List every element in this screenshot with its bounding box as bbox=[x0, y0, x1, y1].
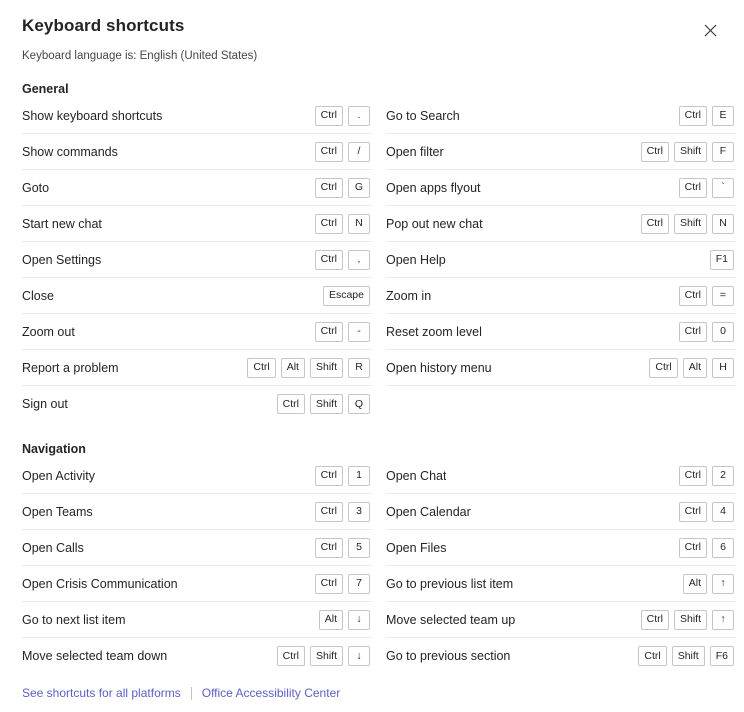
page-title: Keyboard shortcuts bbox=[22, 16, 185, 35]
shortcut-row bbox=[386, 98, 736, 134]
key-cap: N bbox=[348, 214, 370, 234]
shortcut-label: Open filter bbox=[386, 144, 444, 159]
key-cap: 4 bbox=[712, 502, 734, 522]
key-cap: Ctrl bbox=[679, 322, 707, 342]
key-cap: ↓ bbox=[348, 646, 370, 666]
key-cap: - bbox=[348, 322, 370, 342]
key-cap: 1 bbox=[348, 466, 370, 486]
shortcut-keys bbox=[315, 106, 370, 126]
key-cap: Ctrl bbox=[679, 538, 707, 558]
shortcut-row bbox=[386, 170, 736, 206]
key-cap: Escape bbox=[323, 286, 370, 306]
key-cap: Ctrl bbox=[315, 538, 343, 558]
shortcut-label: Open Teams bbox=[22, 504, 93, 519]
shortcut-label: Sign out bbox=[22, 397, 68, 411]
key-cap: 6 bbox=[712, 538, 734, 558]
close-icon[interactable] bbox=[698, 18, 722, 42]
key-cap: = bbox=[712, 286, 734, 306]
shortcut-label: Show commands bbox=[22, 144, 118, 159]
key-cap: Ctrl bbox=[679, 466, 707, 486]
shortcut-row bbox=[22, 206, 372, 242]
key-cap: , bbox=[348, 250, 370, 270]
shortcut-row bbox=[386, 278, 736, 314]
shortcut-row bbox=[22, 494, 372, 530]
key-cap: Ctrl bbox=[679, 178, 707, 198]
key-cap: Ctrl bbox=[649, 358, 677, 378]
key-cap: Ctrl bbox=[315, 250, 343, 270]
shortcut-label: Open Settings bbox=[22, 252, 102, 267]
shortcut-row bbox=[22, 530, 372, 566]
dialog-footer bbox=[22, 686, 340, 700]
shortcut-row bbox=[386, 350, 736, 386]
key-cap: Ctrl bbox=[641, 214, 669, 234]
shortcut-row bbox=[22, 278, 372, 314]
shortcut-keys bbox=[247, 358, 370, 378]
shortcut-keys bbox=[683, 574, 734, 594]
key-cap: ` bbox=[712, 178, 734, 198]
shortcut-label: Reset zoom level bbox=[386, 324, 482, 339]
general-right-column bbox=[386, 98, 736, 422]
key-cap: Alt bbox=[683, 574, 707, 594]
key-cap: Ctrl bbox=[315, 574, 343, 594]
shortcut-label: Go to next list item bbox=[22, 612, 126, 627]
shortcut-label: Close bbox=[22, 288, 54, 303]
key-cap: Shift bbox=[674, 142, 707, 162]
shortcut-label: Go to previous list item bbox=[386, 576, 514, 591]
key-cap: Ctrl bbox=[315, 502, 343, 522]
key-cap: Shift bbox=[674, 214, 707, 234]
shortcut-keys bbox=[315, 322, 370, 342]
section-navigation bbox=[22, 458, 728, 674]
shortcut-row bbox=[22, 350, 372, 386]
keyboard-language-label: Keyboard language is: English (United States) bbox=[22, 50, 258, 62]
shortcut-row bbox=[386, 530, 736, 566]
shortcut-row bbox=[22, 134, 372, 170]
shortcut-row bbox=[22, 98, 372, 134]
shortcut-keys bbox=[277, 646, 370, 666]
section-title-general: General bbox=[22, 82, 69, 96]
key-cap: Ctrl bbox=[315, 466, 343, 486]
shortcut-row bbox=[22, 458, 372, 494]
key-cap: Shift bbox=[672, 646, 705, 666]
key-cap: Ctrl bbox=[315, 106, 343, 126]
navigation-left-column bbox=[22, 458, 372, 674]
key-cap: 3 bbox=[348, 502, 370, 522]
shortcut-row bbox=[386, 638, 736, 674]
shortcut-label: Open Help bbox=[386, 252, 446, 267]
shortcut-row bbox=[386, 242, 736, 278]
key-cap: Ctrl bbox=[315, 322, 343, 342]
key-cap: H bbox=[712, 358, 734, 378]
shortcut-keys bbox=[315, 574, 370, 594]
shortcut-keys bbox=[319, 610, 370, 630]
key-cap: Ctrl bbox=[315, 142, 343, 162]
shortcut-keys bbox=[679, 178, 734, 198]
shortcut-label: Pop out new chat bbox=[386, 216, 483, 231]
shortcut-keys bbox=[323, 286, 370, 306]
shortcut-row bbox=[22, 386, 372, 422]
shortcut-keys bbox=[679, 286, 734, 306]
shortcut-row bbox=[386, 458, 736, 494]
key-cap: Ctrl bbox=[277, 646, 305, 666]
shortcut-row bbox=[22, 314, 372, 350]
shortcut-row bbox=[22, 638, 372, 674]
key-cap: F6 bbox=[710, 646, 734, 666]
shortcut-row bbox=[386, 602, 736, 638]
accessibility-center-link[interactable]: Office Accessibility Center bbox=[201, 686, 341, 700]
shortcut-row-spacer bbox=[386, 386, 736, 422]
key-cap: Ctrl bbox=[679, 502, 707, 522]
general-left-column bbox=[22, 98, 372, 422]
shortcut-row bbox=[386, 314, 736, 350]
shortcut-keys bbox=[315, 466, 370, 486]
key-cap: 5 bbox=[348, 538, 370, 558]
shortcut-keys bbox=[679, 106, 734, 126]
shortcut-keys bbox=[649, 358, 734, 378]
shortcut-keys bbox=[315, 178, 370, 198]
key-cap: Ctrl bbox=[638, 646, 666, 666]
shortcut-keys bbox=[315, 142, 370, 162]
shortcut-label: Open Calls bbox=[22, 540, 84, 555]
key-cap: Ctrl bbox=[641, 142, 669, 162]
shortcut-label: Open history menu bbox=[386, 360, 492, 375]
key-cap: Shift bbox=[674, 610, 707, 630]
key-cap: Shift bbox=[310, 646, 343, 666]
footer-divider bbox=[191, 687, 192, 700]
shortcut-keys bbox=[679, 466, 734, 486]
key-cap: ↑ bbox=[712, 610, 734, 630]
shortcut-label: Goto bbox=[22, 180, 50, 195]
dialog-header bbox=[22, 0, 722, 42]
shortcut-label: Open Files bbox=[386, 540, 447, 555]
key-cap: / bbox=[348, 142, 370, 162]
key-cap: R bbox=[348, 358, 370, 378]
key-cap: Ctrl bbox=[247, 358, 275, 378]
shortcut-keys bbox=[315, 538, 370, 558]
shortcut-row bbox=[386, 206, 736, 242]
shortcut-keys bbox=[679, 538, 734, 558]
section-title-navigation: Navigation bbox=[22, 442, 86, 456]
navigation-right-column bbox=[386, 458, 736, 674]
shortcut-keys bbox=[679, 502, 734, 522]
shortcut-row bbox=[22, 566, 372, 602]
shortcut-label: Move selected team up bbox=[386, 612, 516, 627]
shortcut-label: Open Activity bbox=[22, 468, 95, 483]
section-general bbox=[22, 98, 728, 422]
shortcut-label: Start new chat bbox=[22, 216, 102, 231]
key-cap: Ctrl bbox=[641, 610, 669, 630]
shortcut-keys bbox=[641, 142, 734, 162]
key-cap: Shift bbox=[310, 358, 343, 378]
shortcut-row bbox=[22, 242, 372, 278]
key-cap: . bbox=[348, 106, 370, 126]
shortcut-keys bbox=[315, 214, 370, 234]
shortcut-label: Go to Search bbox=[386, 108, 460, 123]
shortcut-row bbox=[386, 134, 736, 170]
shortcut-row bbox=[22, 170, 372, 206]
key-cap: 7 bbox=[348, 574, 370, 594]
key-cap: Ctrl bbox=[679, 286, 707, 306]
shortcut-keys bbox=[277, 394, 370, 414]
key-cap: Q bbox=[348, 394, 370, 414]
shortcut-label: Zoom in bbox=[386, 288, 432, 303]
shortcut-label: Open Calendar bbox=[386, 504, 471, 519]
shortcut-keys bbox=[641, 214, 734, 234]
key-cap: 0 bbox=[712, 322, 734, 342]
shortcut-label: Report a problem bbox=[22, 360, 119, 375]
key-cap: Ctrl bbox=[679, 106, 707, 126]
key-cap: N bbox=[712, 214, 734, 234]
shortcut-row bbox=[386, 494, 736, 530]
key-cap: ↓ bbox=[348, 610, 370, 630]
shortcut-row bbox=[22, 602, 372, 638]
key-cap: Ctrl bbox=[315, 178, 343, 198]
shortcut-label: Open apps flyout bbox=[386, 180, 481, 195]
shortcut-label: Go to previous section bbox=[386, 649, 511, 663]
shortcut-label: Move selected team down bbox=[22, 649, 168, 663]
shortcut-keys bbox=[638, 646, 734, 666]
key-cap: Alt bbox=[319, 610, 343, 630]
key-cap: Shift bbox=[310, 394, 343, 414]
key-cap: Alt bbox=[683, 358, 707, 378]
shortcut-keys bbox=[315, 250, 370, 270]
shortcut-row bbox=[386, 566, 736, 602]
key-cap: 2 bbox=[712, 466, 734, 486]
key-cap: E bbox=[712, 106, 734, 126]
shortcut-keys bbox=[679, 322, 734, 342]
shortcut-label: Open Crisis Communication bbox=[22, 576, 178, 591]
key-cap: Ctrl bbox=[315, 214, 343, 234]
key-cap: Alt bbox=[281, 358, 305, 378]
shortcut-keys bbox=[710, 250, 734, 270]
key-cap: Ctrl bbox=[277, 394, 305, 414]
key-cap: ↑ bbox=[712, 574, 734, 594]
shortcut-label: Open Chat bbox=[386, 468, 447, 483]
key-cap: F1 bbox=[710, 250, 734, 270]
key-cap: G bbox=[348, 178, 370, 198]
all-platforms-link[interactable]: See shortcuts for all platforms bbox=[22, 686, 181, 700]
shortcut-keys bbox=[315, 502, 370, 522]
key-cap: F bbox=[712, 142, 734, 162]
shortcut-keys bbox=[641, 610, 734, 630]
shortcut-label: Zoom out bbox=[22, 324, 75, 339]
shortcut-label: Show keyboard shortcuts bbox=[22, 108, 163, 123]
